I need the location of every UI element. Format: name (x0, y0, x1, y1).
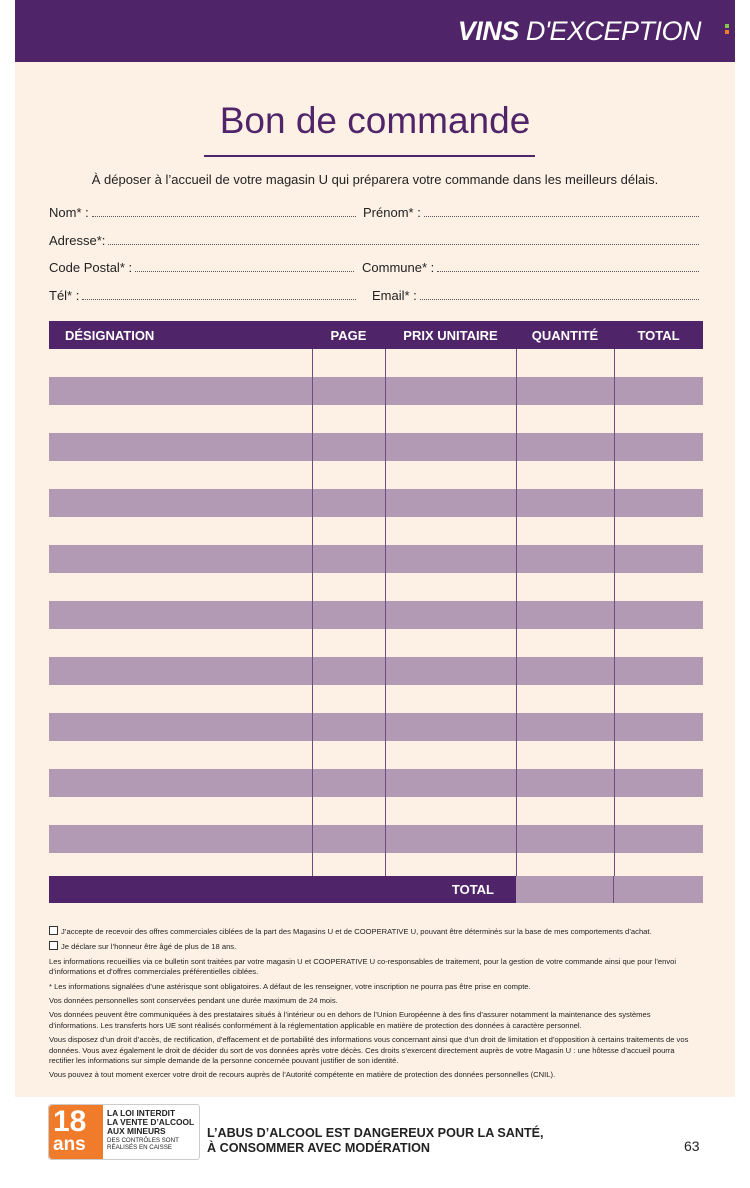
code-postal-field[interactable] (49, 260, 354, 275)
table-row[interactable] (49, 657, 703, 685)
order-table (49, 321, 703, 881)
adresse-label: Adresse*: (49, 233, 106, 248)
cnil-notice: Vous pouvez à tout moment exercer votre droit de recours auprès de l’Autorité compétente en matière de protection des données personnelles (CNIL). (49, 1070, 556, 1080)
age-restriction-badge (48, 1104, 200, 1160)
prenom-field[interactable] (363, 205, 699, 220)
table-row[interactable] (49, 601, 703, 629)
col-total: TOTAL (637, 327, 680, 343)
email-label: Email* : (372, 288, 417, 303)
commune-label: Commune* : (362, 260, 435, 275)
code-postal-line[interactable] (135, 271, 354, 272)
prenom-line[interactable] (424, 216, 699, 217)
mandatory-notice: * Les informations signalées d’une astérisque sont obligatoires. A défaut de les renseigner, votre inscription ne pourra pas être prise en compte. (49, 981, 531, 991)
title-divider (204, 155, 535, 157)
table-row[interactable] (49, 573, 703, 601)
total-quantity-cell[interactable] (516, 876, 614, 903)
code-postal-label: Code Postal* : (49, 260, 133, 275)
adresse-field[interactable] (49, 233, 699, 248)
commune-field[interactable] (362, 260, 699, 275)
table-row[interactable] (49, 517, 703, 545)
table-row[interactable] (49, 713, 703, 741)
header-dots (725, 24, 731, 34)
form-title: Bon de commande (219, 100, 531, 141)
total-amount-cell[interactable] (614, 876, 703, 903)
table-row[interactable] (49, 685, 703, 713)
header-title: VINS D'EXCEPTION (457, 16, 701, 46)
table-row[interactable] (49, 489, 703, 517)
table-total-row (49, 876, 703, 903)
tel-line[interactable] (82, 299, 356, 300)
col-page: PAGE (330, 327, 367, 343)
table-row[interactable] (49, 629, 703, 657)
table-body (49, 349, 703, 881)
retention-notice: Vos données personnelles sont conservées pendant une durée maximum de 24 mois. (49, 996, 338, 1006)
form-intro: À déposer à l’accueil de votre magasin U qui préparera votre commande dans les meilleurs délais. (91, 172, 659, 187)
table-row[interactable] (49, 405, 703, 433)
info-processing: Les informations recueillies via ce bulletin sont traitées par votre magasin U et COOPERATIVE U co-responsables de traitement, pour la gestion de votre commande ainsi que pour l’envoi d’informations et d’offres commerciales préférentielles ciblées. (49, 956, 677, 977)
adresse-line[interactable] (108, 244, 699, 245)
col-prix-unitaire: PRIX UNITAIRE (403, 327, 498, 343)
total-label: TOTAL (49, 876, 516, 903)
table-row[interactable] (49, 377, 703, 405)
col-designation: DÉSIGNATION (65, 327, 155, 343)
table-row[interactable] (49, 825, 703, 853)
nom-line[interactable] (92, 216, 356, 217)
column-divider (312, 349, 313, 881)
column-divider (516, 349, 517, 881)
table-row[interactable] (49, 797, 703, 825)
consent-age: Je déclare sur l’honneur être âgé de plus de 18 ans. (49, 941, 689, 952)
page-header (15, 0, 735, 62)
consent-offers-checkbox[interactable] (49, 926, 58, 935)
green-dot-icon (725, 24, 729, 28)
consent-age-checkbox[interactable] (49, 941, 58, 950)
table-row[interactable] (49, 769, 703, 797)
commune-line[interactable] (437, 271, 699, 272)
email-line[interactable] (420, 299, 699, 300)
age-badge-text: LA LOI INTERDIT LA VENTE D’ALCOOL AUX MINEURS DES CONTRÔLES SONT RÉALISÉS EN CAISSE (107, 1108, 195, 1151)
legal-notice (49, 926, 689, 1085)
table-row[interactable] (49, 433, 703, 461)
column-divider (385, 349, 386, 881)
page-number: 63 (684, 1138, 700, 1154)
email-field[interactable] (372, 288, 699, 303)
transfers-notice: Vos données peuvent être communiquées à des prestataires situés à l’intérieur ou en dehors de l’Union Européenne à des fins d’assurer notamment la maintenance des systèmes d’informations. Les transferts hors UE sont réalisés conformément à la réglementation applicable en matière de protection des données à caractère personnel. (49, 1010, 651, 1030)
consent-offers: J’accepte de recevoir des offres commerciales ciblées de la part des Magasins U et de COOPERATIVE U, pouvant être déterminés sur la base de mes comportements d’achat. (49, 926, 689, 937)
age-badge-icon: 18 ans (49, 1105, 103, 1159)
table-row[interactable] (49, 545, 703, 573)
table-row[interactable] (49, 461, 703, 489)
nom-field[interactable] (49, 205, 356, 220)
table-row[interactable] (49, 741, 703, 769)
nom-label: Nom* : (49, 205, 89, 220)
prenom-label: Prénom* : (363, 205, 421, 220)
health-warning: L’ABUS D’ALCOOL EST DANGEREUX POUR LA SANTÉ, À CONSOMMER AVEC MODÉRATION (207, 1126, 544, 1155)
tel-label: Tél* : (49, 288, 80, 303)
table-row[interactable] (49, 349, 703, 377)
column-divider (614, 349, 615, 881)
orange-dot-icon (725, 30, 729, 34)
tel-field[interactable] (49, 288, 356, 303)
table-header (49, 321, 703, 349)
rights-notice: Vous disposez d’un droit d’accès, de rectification, d’effacement et de portabilité des informations vous concernant ainsi que d’un droit de limitation et d’opposition à certains traitements de vos données. Vous avez également le droit de décider du sort de vos données après votre décès. Ces droits s’exercent directement auprès de votre Magasin U : une hôtesse d’accueil pourra rectifier les informations sur simple demande de la personne concernée pouvant justifier de son identité. (49, 1035, 689, 1066)
col-quantite: QUANTITÉ (531, 327, 599, 343)
